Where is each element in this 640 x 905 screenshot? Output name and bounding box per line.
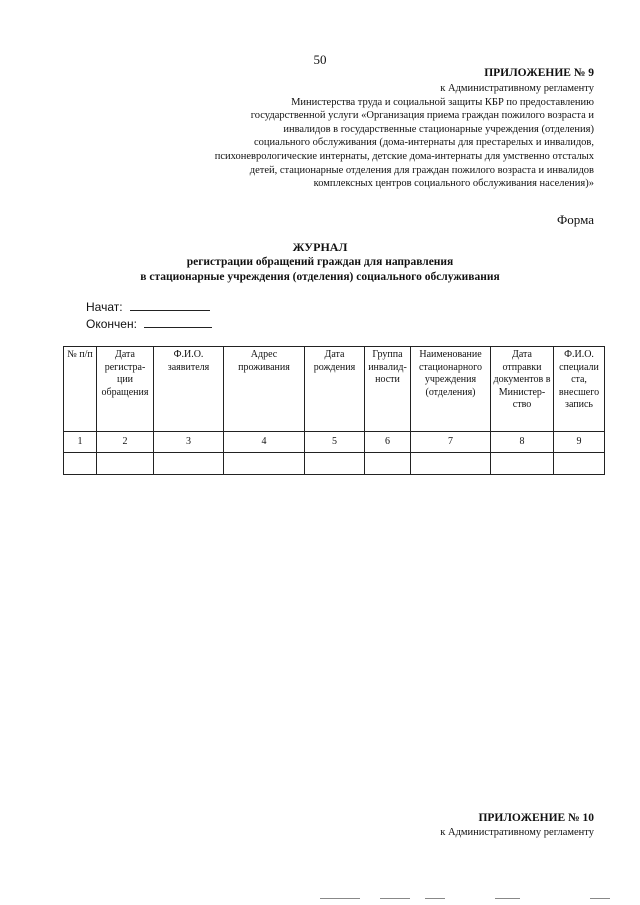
appendix-9-line: государственной услуги «Организация приема граждан пожилого возраста и xyxy=(250,110,594,122)
empty-cell xyxy=(224,453,305,475)
empty-cell xyxy=(491,453,554,475)
ended-label: Окончен: xyxy=(86,317,137,331)
header-cell: Дата рождения xyxy=(305,347,365,432)
number-cell: 7 xyxy=(411,432,491,453)
scan-bottom-marks xyxy=(320,898,620,900)
page-number: 50 xyxy=(313,52,327,67)
ended-blank-line xyxy=(144,315,212,328)
header-cell: Дата регистра-ции обращения xyxy=(97,347,154,432)
started-row xyxy=(86,298,212,315)
number-cell: 4 xyxy=(224,432,305,453)
table-row xyxy=(64,453,605,475)
number-cell: 8 xyxy=(491,432,554,453)
empty-cell xyxy=(365,453,411,475)
form-label: Форма xyxy=(557,212,594,227)
appendix-10-line: к Административному регламенту xyxy=(440,827,594,838)
appendix-9-line: психоневрологические интернаты, детские дома-интернаты для умственно отсталых xyxy=(214,150,594,162)
appendix-9-text xyxy=(154,82,594,191)
appendix-10-title: ПРИЛОЖЕНИЕ № 10 xyxy=(478,812,594,824)
ended-row xyxy=(86,315,212,332)
journal-heading xyxy=(0,240,640,285)
empty-cell xyxy=(554,453,605,475)
number-cell: 9 xyxy=(554,432,605,453)
header-cell: Группа инвалид-ности xyxy=(365,347,411,432)
number-cell: 6 xyxy=(365,432,411,453)
empty-cell xyxy=(411,453,491,475)
header-cell: Дата отправки документов в Министер-ство xyxy=(491,347,554,432)
appendix-9-line: комплексных центров социального обслуживания населения)» xyxy=(313,178,594,190)
appendix-9-line: к Административному регламенту xyxy=(440,83,594,94)
started-label: Начат: xyxy=(86,300,123,314)
header-cell: Ф.И.О. специали ста, внесшего запись xyxy=(554,347,605,432)
journal-dates xyxy=(86,298,212,332)
number-cell: 2 xyxy=(97,432,154,453)
header-cell: № п/п xyxy=(64,347,97,432)
journal-subtitle-2: в стационарные учреждения (отделения) социального обслуживания xyxy=(140,271,500,283)
table-number-row xyxy=(64,432,605,453)
appendix-9-title: ПРИЛОЖЕНИЕ № 9 xyxy=(484,67,594,79)
started-blank-line xyxy=(130,298,210,311)
journal-title: ЖУРНАЛ xyxy=(292,240,348,254)
header-cell: Ф.И.О. заявителя xyxy=(154,347,224,432)
journal-subtitle-1: регистрации обращений граждан для направления xyxy=(186,256,454,268)
number-cell: 3 xyxy=(154,432,224,453)
table-header-row xyxy=(64,347,605,432)
empty-cell xyxy=(64,453,97,475)
appendix-9-line: детей, стационарные отделения для граждан пожилого возраста и инвалидов xyxy=(249,164,594,176)
empty-cell xyxy=(97,453,154,475)
empty-cell xyxy=(154,453,224,475)
journal-table xyxy=(63,346,605,475)
appendix-9-line: социального обслуживания (дома-интернаты для престарелых и инвалидов, xyxy=(253,137,594,149)
header-cell: Наименование стационарного учреждения (отделения) xyxy=(411,347,491,432)
appendix-9-line: инвалидов в государственные стационарные учреждения (отделения) xyxy=(283,123,594,135)
appendix-9-line: Министерства труда и социальной защиты КБР по предоставлению xyxy=(291,96,594,108)
header-cell: Адрес проживания xyxy=(224,347,305,432)
number-cell: 5 xyxy=(305,432,365,453)
number-cell: 1 xyxy=(64,432,97,453)
empty-cell xyxy=(305,453,365,475)
